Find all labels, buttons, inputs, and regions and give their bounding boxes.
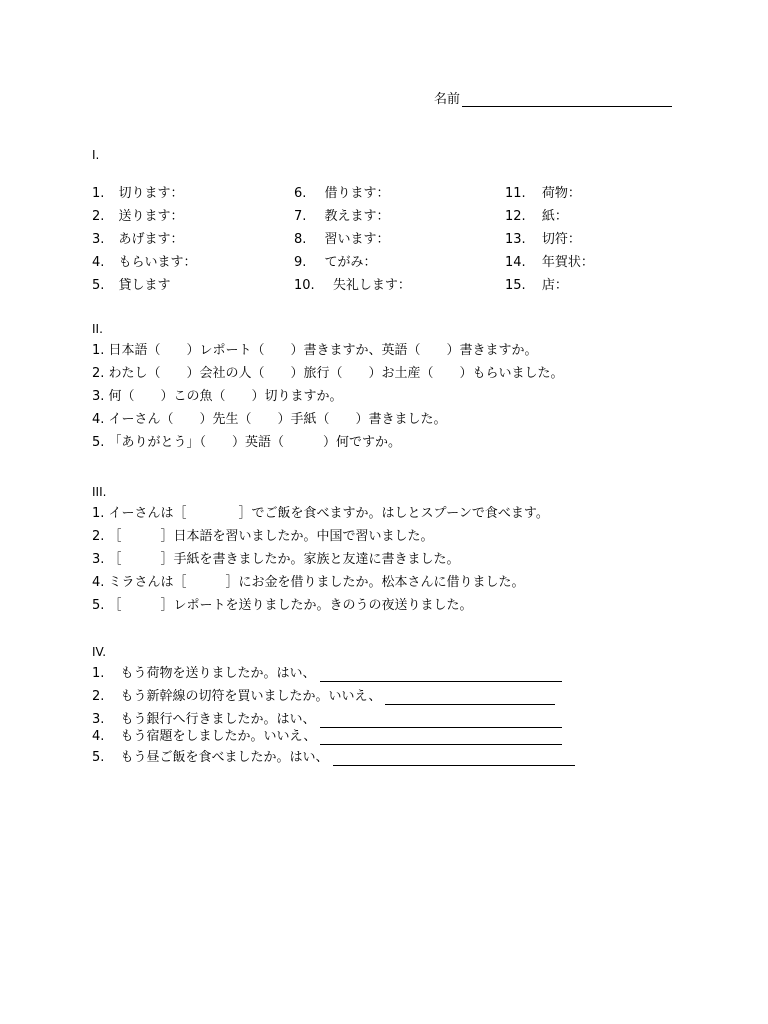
answer-question <box>92 712 562 728</box>
answer-question <box>92 729 562 745</box>
particle-question: 5. 「ありがとう」（ ）英語（ ）何ですか。 <box>92 435 402 450</box>
vocab-item: 貸します <box>118 278 171 293</box>
item-number: 3. <box>92 232 105 247</box>
item-number: 2. <box>92 689 105 704</box>
question-text: もう昼ご飯を食べましたか。はい、 <box>120 750 329 765</box>
answer-blank-line[interactable] <box>320 715 562 728</box>
question-text: もう荷物を送りましたか。はい、 <box>120 666 316 681</box>
answer-question <box>92 689 555 705</box>
item-number: 2. <box>92 209 105 224</box>
vocab-item: 送ります： <box>118 209 184 224</box>
name-label: 名前 <box>434 92 461 107</box>
item-number: 9. <box>294 255 307 270</box>
item-number: 13. <box>505 232 526 247</box>
answer-blank-line[interactable] <box>333 753 575 766</box>
item-number: 1. <box>92 666 105 681</box>
name-blank-line[interactable] <box>462 92 672 107</box>
vocab-row <box>92 182 184 201</box>
question-text: もう新幹線の切符を買いましたか。いいえ、 <box>120 689 382 704</box>
question-word-item: 3. ［ ］手紙を書きましたか。家族と友達に書きました。 <box>92 552 460 567</box>
vocab-item: てがみ： <box>324 255 377 270</box>
vocab-row <box>294 182 390 201</box>
vocab-row <box>92 228 184 247</box>
item-number: 4. <box>92 255 105 270</box>
answer-question <box>92 666 562 682</box>
question-word-item: 5. ［ ］レポートを送りましたか。きのうの夜送りました。 <box>92 598 473 613</box>
vocab-item: 失礼します： <box>332 278 411 293</box>
particle-question: 1. 日本語（ ）レポート（ ）書きますか、英語（ ）書きますか。 <box>92 343 538 358</box>
vocab-row <box>294 205 390 224</box>
vocab-row <box>505 182 581 201</box>
vocab-row <box>505 274 568 293</box>
question-text: もう宿題をしましたか。いいえ、 <box>120 729 317 744</box>
particle-question: 2. わたし（ ）会社の人（ ）旅行（ ）お土産（ ）もらいました。 <box>92 366 564 381</box>
vocab-item: 切符： <box>541 232 581 247</box>
vocab-row <box>505 205 568 224</box>
answer-question <box>92 750 575 766</box>
vocab-item: あげます： <box>118 232 184 247</box>
vocab-row <box>505 228 581 247</box>
vocab-item: 荷物： <box>541 186 581 201</box>
question-word-item: 2. ［ ］日本語を習いましたか。中国で習いました。 <box>92 529 434 544</box>
answer-blank-line[interactable] <box>385 692 555 705</box>
section-3-title: III. <box>92 485 107 499</box>
vocab-item: 切ります： <box>118 186 184 201</box>
question-word-item: 1. イーさんは［ ］でご飯を食べますか。はしとスプーンで食べます。 <box>92 506 549 521</box>
vocab-row <box>294 274 411 293</box>
section-2-title: II. <box>92 322 103 336</box>
vocab-item: 借ります： <box>324 186 390 201</box>
question-text: もう銀行へ行きましたか。はい、 <box>120 712 316 727</box>
item-number: 5. <box>92 750 105 765</box>
item-number: 7. <box>294 209 307 224</box>
vocab-item: 年賀状： <box>541 255 594 270</box>
name-field <box>434 88 672 107</box>
item-number: 4. <box>92 729 105 744</box>
item-number: 14. <box>505 255 526 270</box>
answer-blank-line[interactable] <box>320 669 562 682</box>
item-number: 6. <box>294 186 307 201</box>
vocab-row <box>92 205 184 224</box>
vocab-row <box>92 251 197 270</box>
particle-question: 3. 何（ ）この魚（ ）切りますか。 <box>92 389 343 404</box>
vocab-row <box>92 274 171 293</box>
item-number: 5. <box>92 278 105 293</box>
item-number: 11. <box>505 186 526 201</box>
vocab-item: 店： <box>541 278 568 293</box>
vocab-item: 紙： <box>541 209 568 224</box>
vocab-row <box>505 251 594 270</box>
vocab-item: もらいます： <box>118 255 197 270</box>
item-number: 3. <box>92 712 105 727</box>
section-1-title: I. <box>92 148 100 162</box>
vocab-item: 教えます： <box>324 209 390 224</box>
question-word-item: 4. ミラさんは［ ］にお金を借りましたか。松本さんに借りました。 <box>92 575 525 590</box>
item-number: 15. <box>505 278 526 293</box>
item-number: 8. <box>294 232 307 247</box>
particle-question: 4. イーさん（ ）先生（ ）手紙（ ）書きました。 <box>92 412 447 427</box>
item-number: 1. <box>92 186 105 201</box>
vocab-item: 習います： <box>324 232 390 247</box>
vocab-row <box>294 228 390 247</box>
item-number: 12. <box>505 209 526 224</box>
answer-blank-line[interactable] <box>320 732 562 745</box>
item-number: 10. <box>294 278 315 293</box>
vocab-row <box>294 251 377 270</box>
section-4-title: IV. <box>92 645 107 659</box>
